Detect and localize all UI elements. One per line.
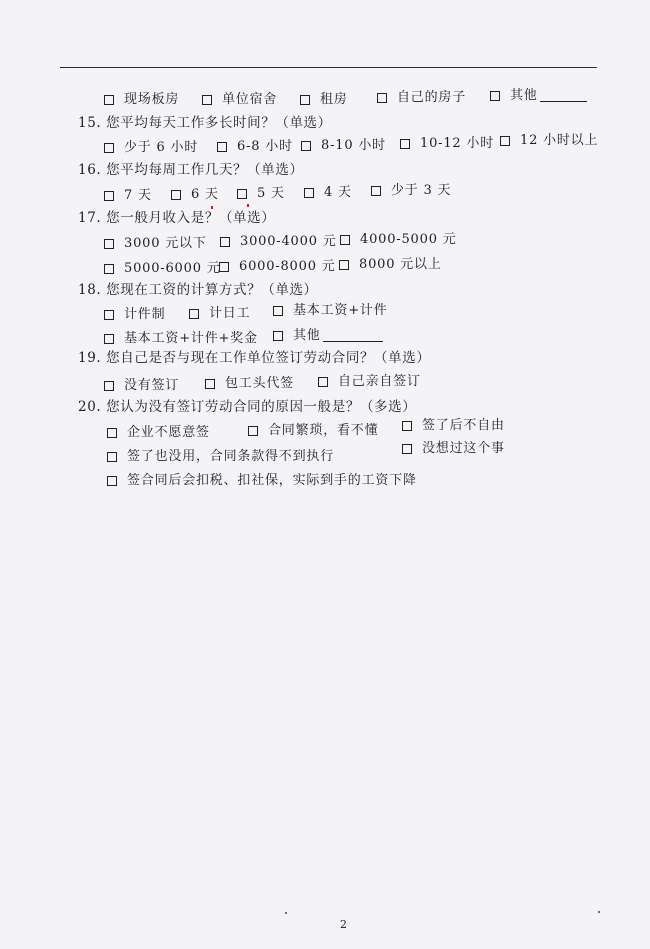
option-label: 企业不愿意签 (127, 425, 210, 440)
q17-option-2[interactable] (220, 234, 337, 249)
q20-option-6[interactable] (107, 473, 417, 488)
q20-option-5[interactable] (402, 441, 505, 456)
checkbox-icon[interactable] (104, 239, 114, 249)
checkbox-icon[interactable] (104, 334, 114, 344)
checkbox-icon[interactable] (402, 421, 412, 431)
q14-option-1[interactable] (104, 92, 179, 107)
option-label: 少于 6 小时 (124, 140, 199, 155)
q16-option-2[interactable] (171, 187, 219, 202)
checkbox-icon[interactable] (104, 95, 114, 105)
option-label: 6 天 (191, 187, 219, 202)
checkbox-icon[interactable] (217, 142, 227, 152)
option-label: 签了也没用，合同条款得不到执行 (127, 449, 335, 464)
red-pen-mark (247, 204, 249, 207)
q17-option-5[interactable] (219, 259, 336, 274)
q14-option-3[interactable] (300, 92, 348, 107)
page-number: 2 (340, 918, 347, 931)
checkbox-icon[interactable] (104, 381, 114, 391)
q15-option-2[interactable] (217, 139, 293, 154)
q17-option-3[interactable] (340, 232, 457, 247)
option-label: 租房 (320, 92, 348, 107)
scan-speck (285, 912, 287, 914)
q15-option-3[interactable] (301, 138, 386, 153)
option-label: 8000 元以上 (359, 257, 442, 272)
option-label: 签合同后会扣税、扣社保，实际到手的工资下降 (127, 473, 417, 488)
q20-option-4[interactable] (107, 449, 334, 464)
checkbox-icon[interactable] (490, 91, 500, 101)
option-label: 6000-8000 元 (239, 259, 336, 274)
checkbox-icon[interactable] (202, 95, 212, 105)
question-15-title: 15. 您平均每天工作多长时间？（单选） (78, 115, 332, 131)
q18-option-3[interactable] (273, 303, 388, 318)
q18-option-2[interactable] (189, 306, 250, 321)
option-label: 自己的房子 (397, 90, 467, 105)
checkbox-icon[interactable] (219, 262, 229, 272)
checkbox-icon[interactable] (107, 428, 117, 438)
checkbox-icon[interactable] (500, 136, 510, 146)
checkbox-icon[interactable] (220, 237, 230, 247)
q16-option-5[interactable] (371, 183, 451, 198)
q15-option-4[interactable] (400, 136, 494, 151)
option-label: 8-10 小时 (321, 138, 386, 153)
checkbox-icon[interactable] (339, 260, 349, 270)
q18-option-1[interactable] (104, 307, 165, 322)
q17-option-1[interactable] (104, 236, 207, 251)
red-pen-mark (211, 206, 213, 209)
option-label: 12 小时以上 (520, 133, 599, 148)
checkbox-icon[interactable] (304, 188, 314, 198)
option-label: 7 天 (124, 188, 152, 203)
option-label: 5 天 (257, 186, 285, 201)
option-label: 5000-6000 元 (124, 261, 221, 276)
checkbox-icon[interactable] (189, 309, 199, 319)
checkbox-icon[interactable] (104, 310, 114, 320)
q19-option-3[interactable] (318, 374, 421, 389)
q19-option-2[interactable] (205, 376, 294, 391)
q18-option-4[interactable] (104, 331, 258, 346)
header-rule (60, 67, 597, 68)
checkbox-icon[interactable] (104, 264, 114, 274)
scan-speck (598, 911, 600, 913)
checkbox-icon[interactable] (171, 190, 181, 200)
q16-option-3[interactable] (237, 186, 285, 201)
checkbox-icon[interactable] (340, 235, 350, 245)
question-18-title: 18. 您现在工资的计算方式？（单选） (78, 282, 318, 298)
question-20-title: 20. 您认为没有签订劳动合同的原因一般是？（多选） (78, 399, 417, 415)
q16-option-1[interactable] (104, 188, 152, 203)
option-label: 没有签订 (124, 378, 180, 393)
checkbox-icon[interactable] (273, 331, 283, 341)
q20-option-3[interactable] (402, 418, 505, 433)
option-label: 自己亲自签订 (338, 374, 421, 389)
option-label: 少于 3 天 (391, 183, 452, 198)
checkbox-icon[interactable] (402, 444, 412, 454)
option-label: 合同繁琐，看不懂 (268, 423, 379, 438)
checkbox-icon[interactable] (377, 93, 387, 103)
q18-option-5[interactable] (273, 328, 383, 343)
checkbox-icon[interactable] (300, 95, 310, 105)
q17-option-4[interactable] (104, 261, 221, 276)
option-label: 3000-4000 元 (240, 234, 337, 249)
q16-option-4[interactable] (304, 185, 352, 200)
q14-option-4[interactable] (377, 90, 466, 105)
option-label: 计日工 (209, 306, 251, 321)
q20-option-2[interactable] (248, 423, 378, 438)
option-label: 10-12 小时 (420, 136, 495, 151)
q14-option-2[interactable] (202, 92, 277, 107)
option-label: 单位宿舍 (222, 92, 278, 107)
checkbox-icon[interactable] (371, 186, 381, 196)
option-label: 基本工资+计件 (293, 303, 388, 318)
q15-option-5[interactable] (500, 133, 598, 148)
question-19-title: 19. 您自己是否与现在工作单位签订劳动合同？（单选） (78, 350, 431, 366)
option-label: 签了后不自由 (422, 418, 505, 433)
checkbox-icon[interactable] (318, 377, 328, 387)
q17-option-6[interactable] (339, 257, 442, 272)
checkbox-icon[interactable] (301, 141, 311, 151)
checkbox-icon[interactable] (107, 452, 117, 462)
option-label: 计件制 (124, 307, 166, 322)
q14-option-5[interactable] (490, 88, 587, 103)
option-label: 其他 (293, 328, 321, 343)
option-label: 3000 元以下 (124, 236, 207, 251)
checkbox-icon[interactable] (205, 379, 215, 389)
question-16-title: 16. 您平均每周工作几天？（单选） (78, 162, 304, 178)
option-label: 包工头代签 (225, 376, 295, 391)
option-label: 现场板房 (124, 92, 180, 107)
checkbox-icon[interactable] (273, 306, 283, 316)
option-label: 基本工资+计件+奖金 (124, 331, 258, 346)
option-label: 4 天 (324, 185, 352, 200)
checkbox-icon[interactable] (237, 189, 247, 199)
fill-in-blank[interactable] (323, 329, 383, 342)
checkbox-icon[interactable] (248, 426, 258, 436)
q20-option-1[interactable] (107, 425, 210, 440)
checkbox-icon[interactable] (107, 476, 117, 486)
option-label: 4000-5000 元 (360, 232, 457, 247)
q15-option-1[interactable] (104, 140, 198, 155)
checkbox-icon[interactable] (104, 143, 114, 153)
q19-option-1[interactable] (104, 378, 179, 393)
option-label: 6-8 小时 (237, 139, 293, 154)
fill-in-blank[interactable] (540, 89, 587, 102)
option-label: 其他 (510, 88, 538, 103)
checkbox-icon[interactable] (104, 191, 114, 201)
checkbox-icon[interactable] (400, 139, 410, 149)
question-17-title: 17. 您一般月收入是？（单选） (78, 210, 276, 226)
option-label: 没想过这个事 (422, 441, 505, 456)
